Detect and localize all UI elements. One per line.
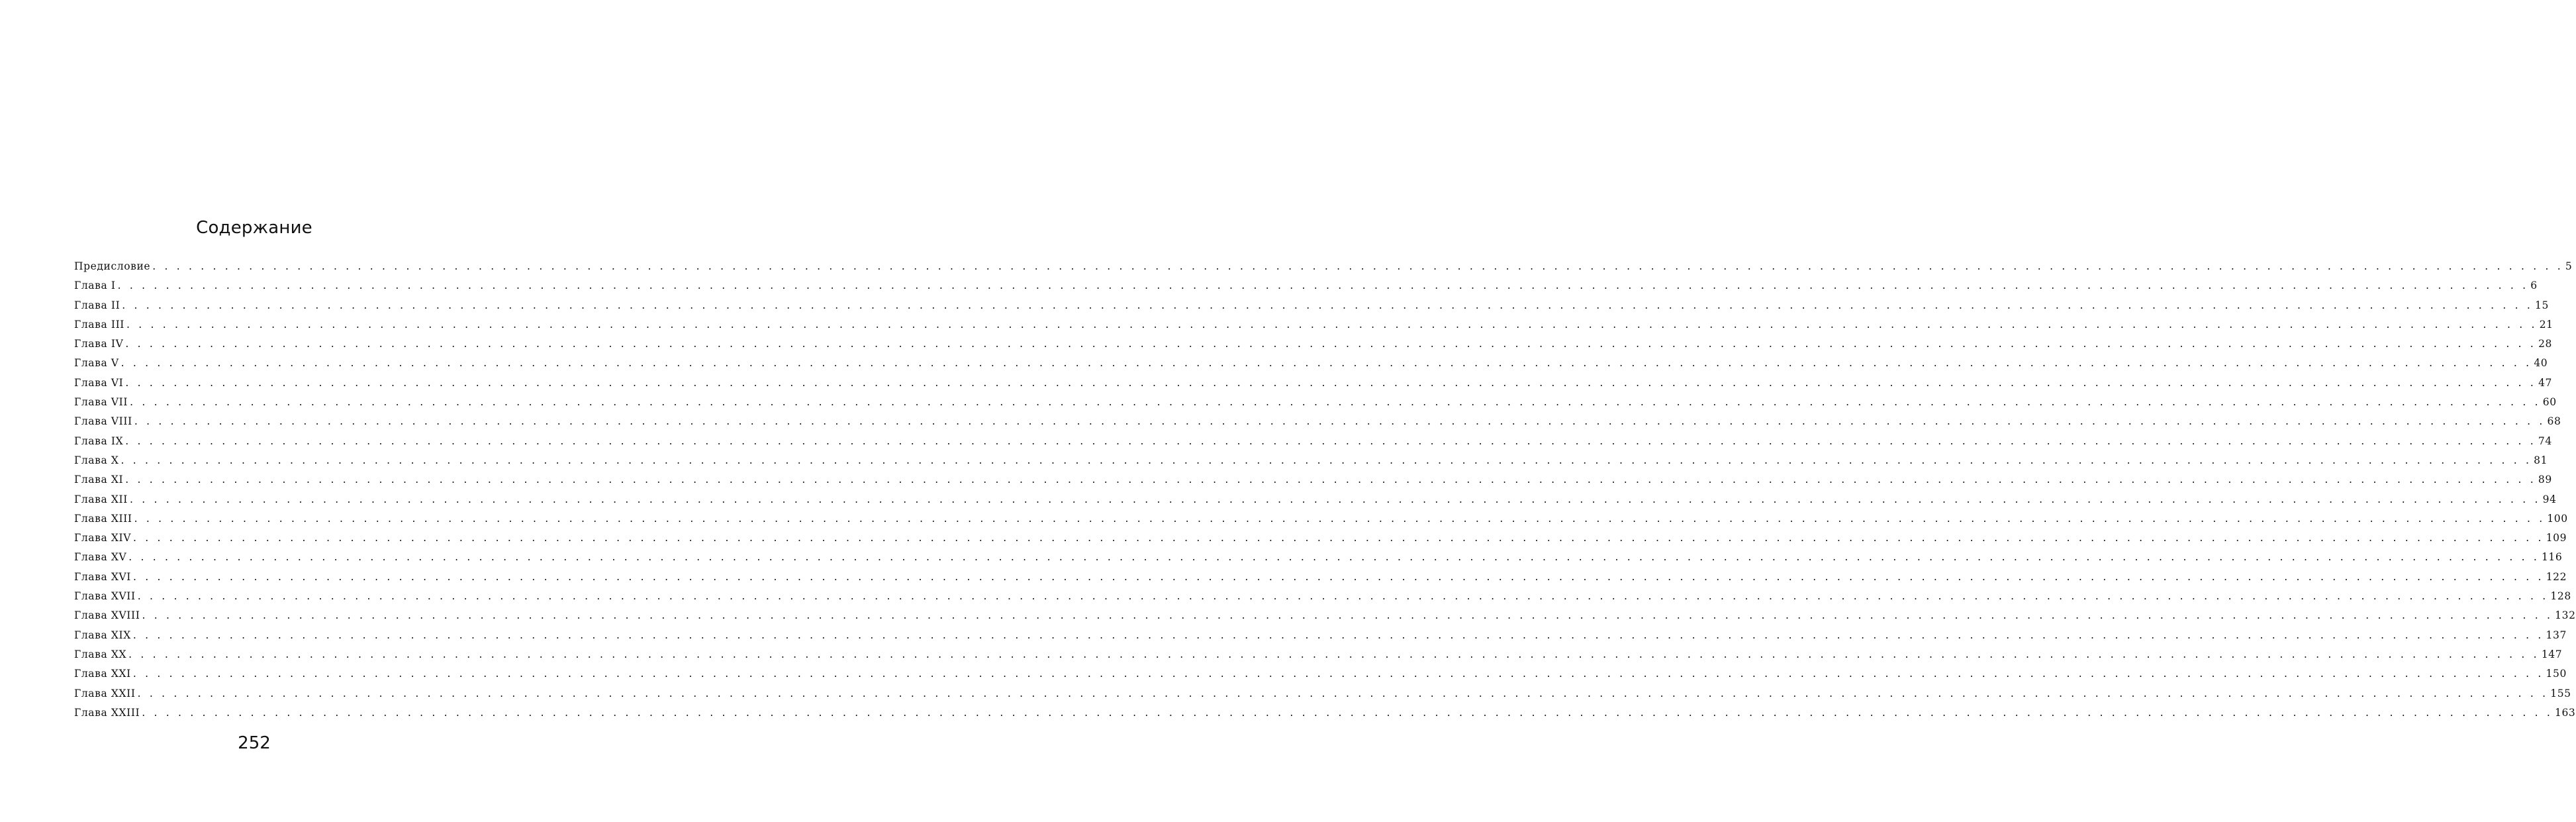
toc-dot-leader: . . . . . . . . . . . . . . . . . . . . . . . . . . . . . . . . . . . . . . . . . . . . . . . . . . . . . . . . . . . . . . . . . . . . . . . . . . . . . . . . . . . . . . . . . . . . . . . . . . . . . . . . . . . . . . . . . . . . . . . . . . . . . . . . . . . . . . . . . . . . . . . . . . . . . . . . . . . . . . . . . . . . . . . . . . . . . . . . . . . . . . . . . . . . . . . . . . . . . . . . bbox=[128, 648, 2540, 660]
toc-entry bbox=[74, 532, 2567, 551]
toc-entry bbox=[74, 706, 2576, 726]
toc-entry-label: Глава VIII bbox=[74, 415, 132, 428]
toc-entry-label: Глава IV bbox=[74, 338, 124, 350]
toc-entry-label: Глава I bbox=[74, 280, 116, 292]
toc-entry-page: 132 bbox=[2555, 609, 2576, 622]
toc-entry-page: 155 bbox=[2550, 687, 2571, 699]
toc-dot-leader: . . . . . . . . . . . . . . . . . . . . . . . . . . . . . . . . . . . . . . . . . . . . . . . . . . . . . . . . . . . . . . . . . . . . . . . . . . . . . . . . . . . . . . . . . . . . . . . . . . . . . . . . . . . . . . . . . . . . . . . . . . . . . . . . . . . . . . . . . . . . . . . . . . . . . . . . . . . . . . . . . . . . . . . . . . . . . . . . . . . . . . . . . . . . . . . . . . . . . . . . bbox=[125, 435, 2536, 447]
toc-entry bbox=[74, 609, 2576, 629]
toc-entry bbox=[74, 668, 2567, 687]
toc-entry-label: Глава X bbox=[74, 454, 119, 466]
toc-entry bbox=[74, 376, 2552, 396]
toc-entry-page: 109 bbox=[2546, 532, 2567, 544]
toc-entry-page: 68 bbox=[2547, 415, 2561, 428]
toc-dot-leader: . . . . . . . . . . . . . . . . . . . . . . . . . . . . . . . . . . . . . . . . . . . . . . . . . . . . . . . . . . . . . . . . . . . . . . . . . . . . . . . . . . . . . . . . . . . . . . . . . . . . . . . . . . . . . . . . . . . . . . . . . . . . . . . . . . . . . . . . . . . . . . . . . . . . . . . . . . . . . . . . . . . . . . . . . . . . . . . . . . . . . . . . . . . . . . . . . . . . . . . . bbox=[134, 512, 2546, 525]
toc-entry-label: Глава XIII bbox=[74, 512, 132, 525]
toc-dot-leader: . . . . . . . . . . . . . . . . . . . . . . . . . . . . . . . . . . . . . . . . . . . . . . . . . . . . . . . . . . . . . . . . . . . . . . . . . . . . . . . . . . . . . . . . . . . . . . . . . . . . . . . . . . . . . . . . . . . . . . . . . . . . . . . . . . . . . . . . . . . . . . . . . . . . . . . . . . . . . . . . . . . . . . . . . . . . . . . . . . . . . . . . . . . . . . . . . . . . . . . . bbox=[130, 396, 2541, 409]
toc-dot-leader: . . . . . . . . . . . . . . . . . . . . . . . . . . . . . . . . . . . . . . . . . . . . . . . . . . . . . . . . . . . . . . . . . . . . . . . . . . . . . . . . . . . . . . . . . . . . . . . . . . . . . . . . . . . . . . . . . . . . . . . . . . . . . . . . . . . . . . . . . . . . . . . . . . . . . . . . . . . . . . . . . . . . . . . . . . . . . . . . . . . . . . . . . . . . . . . . . . . . . . . . bbox=[132, 668, 2544, 680]
toc-entry-label: Глава XXIII bbox=[74, 706, 140, 719]
toc-entry bbox=[74, 415, 2561, 435]
toc-entry bbox=[74, 338, 2552, 357]
toc-entry-label: Глава XVII bbox=[74, 590, 136, 603]
toc-entry-page: 74 bbox=[2538, 435, 2552, 447]
toc-entry bbox=[74, 493, 2557, 513]
toc-dot-leader: . . . . . . . . . . . . . . . . . . . . . . . . . . . . . . . . . . . . . . . . . . . . . . . . . . . . . . . . . . . . . . . . . . . . . . . . . . . . . . . . . . . . . . . . . . . . . . . . . . . . . . . . . . . . . . . . . . . . . . . . . . . . . . . . . . . . . . . . . . . . . . . . . . . . . . . . . . . . . . . . . . . . . . . . . . . . . . . . . . . . . . . . . . . . . . . . . . . . . . . . bbox=[126, 318, 2538, 331]
toc-dot-leader: . . . . . . . . . . . . . . . . . . . . . . . . . . . . . . . . . . . . . . . . . . . . . . . . . . . . . . . . . . . . . . . . . . . . . . . . . . . . . . . . . . . . . . . . . . . . . . . . . . . . . . . . . . . . . . . . . . . . . . . . . . . . . . . . . . . . . . . . . . . . . . . . . . . . . . . . . . . . . . . . . . . . . . . . . . . . . . . . . . . . . . . . . . . . . . . . . . . . . . . . bbox=[142, 609, 2553, 622]
toc-entry-page: 122 bbox=[2546, 570, 2567, 583]
toc-entry-page: 28 bbox=[2538, 338, 2552, 350]
toc-entry-page: 15 bbox=[2534, 299, 2549, 311]
toc-entry bbox=[74, 648, 2563, 668]
toc-dot-leader: . . . . . . . . . . . . . . . . . . . . . . . . . . . . . . . . . . . . . . . . . . . . . . . . . . . . . . . . . . . . . . . . . . . . . . . . . . . . . . . . . . . . . . . . . . . . . . . . . . . . . . . . . . . . . . . . . . . . . . . . . . . . . . . . . . . . . . . . . . . . . . . . . . . . . . . . . . . . . . . . . . . . . . . . . . . . . . . . . . . . . . . . . . . . . . . . . . . . . . . . bbox=[125, 338, 2537, 350]
toc-entry bbox=[74, 512, 2568, 532]
toc-entry-label: Глава III bbox=[74, 318, 125, 331]
page-title: Содержание bbox=[196, 218, 312, 238]
toc-entry-page: 163 bbox=[2554, 706, 2576, 719]
toc-entry bbox=[74, 629, 2567, 648]
toc-entry-label: Глава XI bbox=[74, 474, 124, 486]
toc-entry-label: Глава XXI bbox=[74, 668, 131, 680]
toc-entry-label: Глава IX bbox=[74, 435, 124, 447]
toc-entry-page: 40 bbox=[2534, 357, 2548, 370]
toc-entry-page: 116 bbox=[2541, 551, 2563, 564]
toc-entry-label: Предисловие bbox=[74, 260, 151, 272]
toc-dot-leader: . . . . . . . . . . . . . . . . . . . . . . . . . . . . . . . . . . . . . . . . . . . . . . . . . . . . . . . . . . . . . . . . . . . . . . . . . . . . . . . . . . . . . . . . . . . . . . . . . . . . . . . . . . . . . . . . . . . . . . . . . . . . . . . . . . . . . . . . . . . . . . . . . . . . . . . . . . . . . . . . . . . . . . . . . . . . . . . . . . . . . . . . . . . . . . . . . . . . . . . . bbox=[120, 454, 2532, 466]
toc-entry-page: 100 bbox=[2547, 512, 2568, 525]
toc-entry bbox=[74, 551, 2563, 570]
toc-entry-page: 150 bbox=[2546, 668, 2567, 680]
toc-entry-page: 6 bbox=[2530, 280, 2538, 292]
toc-entry-page: 147 bbox=[2541, 648, 2563, 660]
toc-dot-leader: . . . . . . . . . . . . . . . . . . . . . . . . . . . . . . . . . . . . . . . . . . . . . . . . . . . . . . . . . . . . . . . . . . . . . . . . . . . . . . . . . . . . . . . . . . . . . . . . . . . . . . . . . . . . . . . . . . . . . . . . . . . . . . . . . . . . . . . . . . . . . . . . . . . . . . . . . . . . . . . . . . . . . . . . . . . . . . . . . . . . . . . . . . . . . . . . . . . . . . . . bbox=[117, 280, 2529, 292]
toc-dot-leader: . . . . . . . . . . . . . . . . . . . . . . . . . . . . . . . . . . . . . . . . . . . . . . . . . . . . . . . . . . . . . . . . . . . . . . . . . . . . . . . . . . . . . . . . . . . . . . . . . . . . . . . . . . . . . . . . . . . . . . . . . . . . . . . . . . . . . . . . . . . . . . . . . . . . . . . . . . . . . . . . . . . . . . . . . . . . . . . . . . . . . . . . . . . . . . . . . . . . . . . . bbox=[134, 415, 2546, 428]
toc-entry-label: Глава VII bbox=[74, 396, 128, 409]
toc-dot-leader: . . . . . . . . . . . . . . . . . . . . . . . . . . . . . . . . . . . . . . . . . . . . . . . . . . . . . . . . . . . . . . . . . . . . . . . . . . . . . . . . . . . . . . . . . . . . . . . . . . . . . . . . . . . . . . . . . . . . . . . . . . . . . . . . . . . . . . . . . . . . . . . . . . . . . . . . . . . . . . . . . . . . . . . . . . . . . . . . . . . . . . . . . . . . . . . . . . . . . . . . bbox=[120, 357, 2532, 370]
toc-dot-leader: . . . . . . . . . . . . . . . . . . . . . . . . . . . . . . . . . . . . . . . . . . . . . . . . . . . . . . . . . . . . . . . . . . . . . . . . . . . . . . . . . . . . . . . . . . . . . . . . . . . . . . . . . . . . . . . . . . . . . . . . . . . . . . . . . . . . . . . . . . . . . . . . . . . . . . . . . . . . . . . . . . . . . . . . . . . . . . . . . . . . . . . . . . . . . . . . . . . . . . . . bbox=[152, 260, 2563, 272]
toc-dot-leader: . . . . . . . . . . . . . . . . . . . . . . . . . . . . . . . . . . . . . . . . . . . . . . . . . . . . . . . . . . . . . . . . . . . . . . . . . . . . . . . . . . . . . . . . . . . . . . . . . . . . . . . . . . . . . . . . . . . . . . . . . . . . . . . . . . . . . . . . . . . . . . . . . . . . . . . . . . . . . . . . . . . . . . . . . . . . . . . . . . . . . . . . . . . . . . . . . . . . . . . . bbox=[122, 299, 2533, 311]
toc-entry-page: 21 bbox=[2539, 318, 2553, 331]
toc-dot-leader: . . . . . . . . . . . . . . . . . . . . . . . . . . . . . . . . . . . . . . . . . . . . . . . . . . . . . . . . . . . . . . . . . . . . . . . . . . . . . . . . . . . . . . . . . . . . . . . . . . . . . . . . . . . . . . . . . . . . . . . . . . . . . . . . . . . . . . . . . . . . . . . . . . . . . . . . . . . . . . . . . . . . . . . . . . . . . . . . . . . . . . . . . . . . . . . . . . . . . . . . bbox=[133, 532, 2544, 544]
toc-entry bbox=[74, 396, 2557, 415]
toc-entry bbox=[74, 454, 2548, 474]
toc-entry bbox=[74, 590, 2571, 609]
toc-entry-page: 47 bbox=[2538, 376, 2552, 389]
toc-entry bbox=[74, 474, 2552, 493]
toc-entry-label: Глава XII bbox=[74, 493, 128, 505]
toc-entry bbox=[74, 280, 2538, 299]
toc-dot-leader: . . . . . . . . . . . . . . . . . . . . . . . . . . . . . . . . . . . . . . . . . . . . . . . . . . . . . . . . . . . . . . . . . . . . . . . . . . . . . . . . . . . . . . . . . . . . . . . . . . . . . . . . . . . . . . . . . . . . . . . . . . . . . . . . . . . . . . . . . . . . . . . . . . . . . . . . . . . . . . . . . . . . . . . . . . . . . . . . . . . . . . . . . . . . . . . . . . . . . . . . bbox=[132, 629, 2544, 641]
toc-entry bbox=[74, 357, 2548, 376]
toc-entry-page: 89 bbox=[2538, 474, 2552, 486]
toc-entry-label: Глава XIX bbox=[74, 629, 131, 641]
toc-entry-page: 60 bbox=[2542, 396, 2557, 409]
toc-entry bbox=[74, 318, 2553, 338]
toc-entry bbox=[74, 299, 2549, 319]
toc-entry-label: Глава XVIII bbox=[74, 609, 140, 622]
toc-entry-label: Глава V bbox=[74, 357, 119, 370]
toc-entry-label: Глава II bbox=[74, 299, 120, 311]
toc-entry bbox=[74, 260, 2573, 280]
toc-dot-leader: . . . . . . . . . . . . . . . . . . . . . . . . . . . . . . . . . . . . . . . . . . . . . . . . . . . . . . . . . . . . . . . . . . . . . . . . . . . . . . . . . . . . . . . . . . . . . . . . . . . . . . . . . . . . . . . . . . . . . . . . . . . . . . . . . . . . . . . . . . . . . . . . . . . . . . . . . . . . . . . . . . . . . . . . . . . . . . . . . . . . . . . . . . . . . . . . . . . . . . . . bbox=[133, 570, 2544, 583]
toc-entry-page: 81 bbox=[2534, 454, 2548, 466]
toc-entry bbox=[74, 687, 2571, 707]
toc-dot-leader: . . . . . . . . . . . . . . . . . . . . . . . . . . . . . . . . . . . . . . . . . . . . . . . . . . . . . . . . . . . . . . . . . . . . . . . . . . . . . . . . . . . . . . . . . . . . . . . . . . . . . . . . . . . . . . . . . . . . . . . . . . . . . . . . . . . . . . . . . . . . . . . . . . . . . . . . . . . . . . . . . . . . . . . . . . . . . . . . . . . . . . . . . . . . . . . . . . . . . . . . bbox=[128, 551, 2540, 564]
toc-entry-page: 128 bbox=[2550, 590, 2571, 603]
toc-entry-page: 137 bbox=[2546, 629, 2567, 641]
toc-entry-label: Глава VI bbox=[74, 376, 124, 389]
table-of-contents bbox=[74, 260, 2576, 726]
toc-entry bbox=[74, 435, 2552, 454]
toc-entry-label: Глава XV bbox=[74, 551, 127, 564]
toc-dot-leader: . . . . . . . . . . . . . . . . . . . . . . . . . . . . . . . . . . . . . . . . . . . . . . . . . . . . . . . . . . . . . . . . . . . . . . . . . . . . . . . . . . . . . . . . . . . . . . . . . . . . . . . . . . . . . . . . . . . . . . . . . . . . . . . . . . . . . . . . . . . . . . . . . . . . . . . . . . . . . . . . . . . . . . . . . . . . . . . . . . . . . . . . . . . . . . . . . . . . . . . . bbox=[125, 376, 2537, 389]
toc-entry-page: 94 bbox=[2542, 493, 2557, 505]
page-number: 252 bbox=[238, 733, 271, 753]
toc-entry bbox=[74, 570, 2567, 590]
toc-dot-leader: . . . . . . . . . . . . . . . . . . . . . . . . . . . . . . . . . . . . . . . . . . . . . . . . . . . . . . . . . . . . . . . . . . . . . . . . . . . . . . . . . . . . . . . . . . . . . . . . . . . . . . . . . . . . . . . . . . . . . . . . . . . . . . . . . . . . . . . . . . . . . . . . . . . . . . . . . . . . . . . . . . . . . . . . . . . . . . . . . . . . . . . . . . . . . . . . . . . . . . . . bbox=[137, 687, 2549, 699]
toc-entry-label: Глава XXII bbox=[74, 687, 136, 699]
toc-entry-label: Глава XVI bbox=[74, 570, 131, 583]
toc-entry-label: Глава XIV bbox=[74, 532, 131, 544]
toc-dot-leader: . . . . . . . . . . . . . . . . . . . . . . . . . . . . . . . . . . . . . . . . . . . . . . . . . . . . . . . . . . . . . . . . . . . . . . . . . . . . . . . . . . . . . . . . . . . . . . . . . . . . . . . . . . . . . . . . . . . . . . . . . . . . . . . . . . . . . . . . . . . . . . . . . . . . . . . . . . . . . . . . . . . . . . . . . . . . . . . . . . . . . . . . . . . . . . . . . . . . . . . . bbox=[137, 590, 2549, 603]
toc-entry-page: 5 bbox=[2565, 260, 2573, 272]
toc-dot-leader: . . . . . . . . . . . . . . . . . . . . . . . . . . . . . . . . . . . . . . . . . . . . . . . . . . . . . . . . . . . . . . . . . . . . . . . . . . . . . . . . . . . . . . . . . . . . . . . . . . . . . . . . . . . . . . . . . . . . . . . . . . . . . . . . . . . . . . . . . . . . . . . . . . . . . . . . . . . . . . . . . . . . . . . . . . . . . . . . . . . . . . . . . . . . . . . . . . . . . . . . bbox=[142, 706, 2553, 719]
toc-dot-leader: . . . . . . . . . . . . . . . . . . . . . . . . . . . . . . . . . . . . . . . . . . . . . . . . . . . . . . . . . . . . . . . . . . . . . . . . . . . . . . . . . . . . . . . . . . . . . . . . . . . . . . . . . . . . . . . . . . . . . . . . . . . . . . . . . . . . . . . . . . . . . . . . . . . . . . . . . . . . . . . . . . . . . . . . . . . . . . . . . . . . . . . . . . . . . . . . . . . . . . . . bbox=[125, 474, 2536, 486]
toc-entry-label: Глава XX bbox=[74, 648, 127, 660]
toc-dot-leader: . . . . . . . . . . . . . . . . . . . . . . . . . . . . . . . . . . . . . . . . . . . . . . . . . . . . . . . . . . . . . . . . . . . . . . . . . . . . . . . . . . . . . . . . . . . . . . . . . . . . . . . . . . . . . . . . . . . . . . . . . . . . . . . . . . . . . . . . . . . . . . . . . . . . . . . . . . . . . . . . . . . . . . . . . . . . . . . . . . . . . . . . . . . . . . . . . . . . . . . . bbox=[129, 493, 2541, 505]
